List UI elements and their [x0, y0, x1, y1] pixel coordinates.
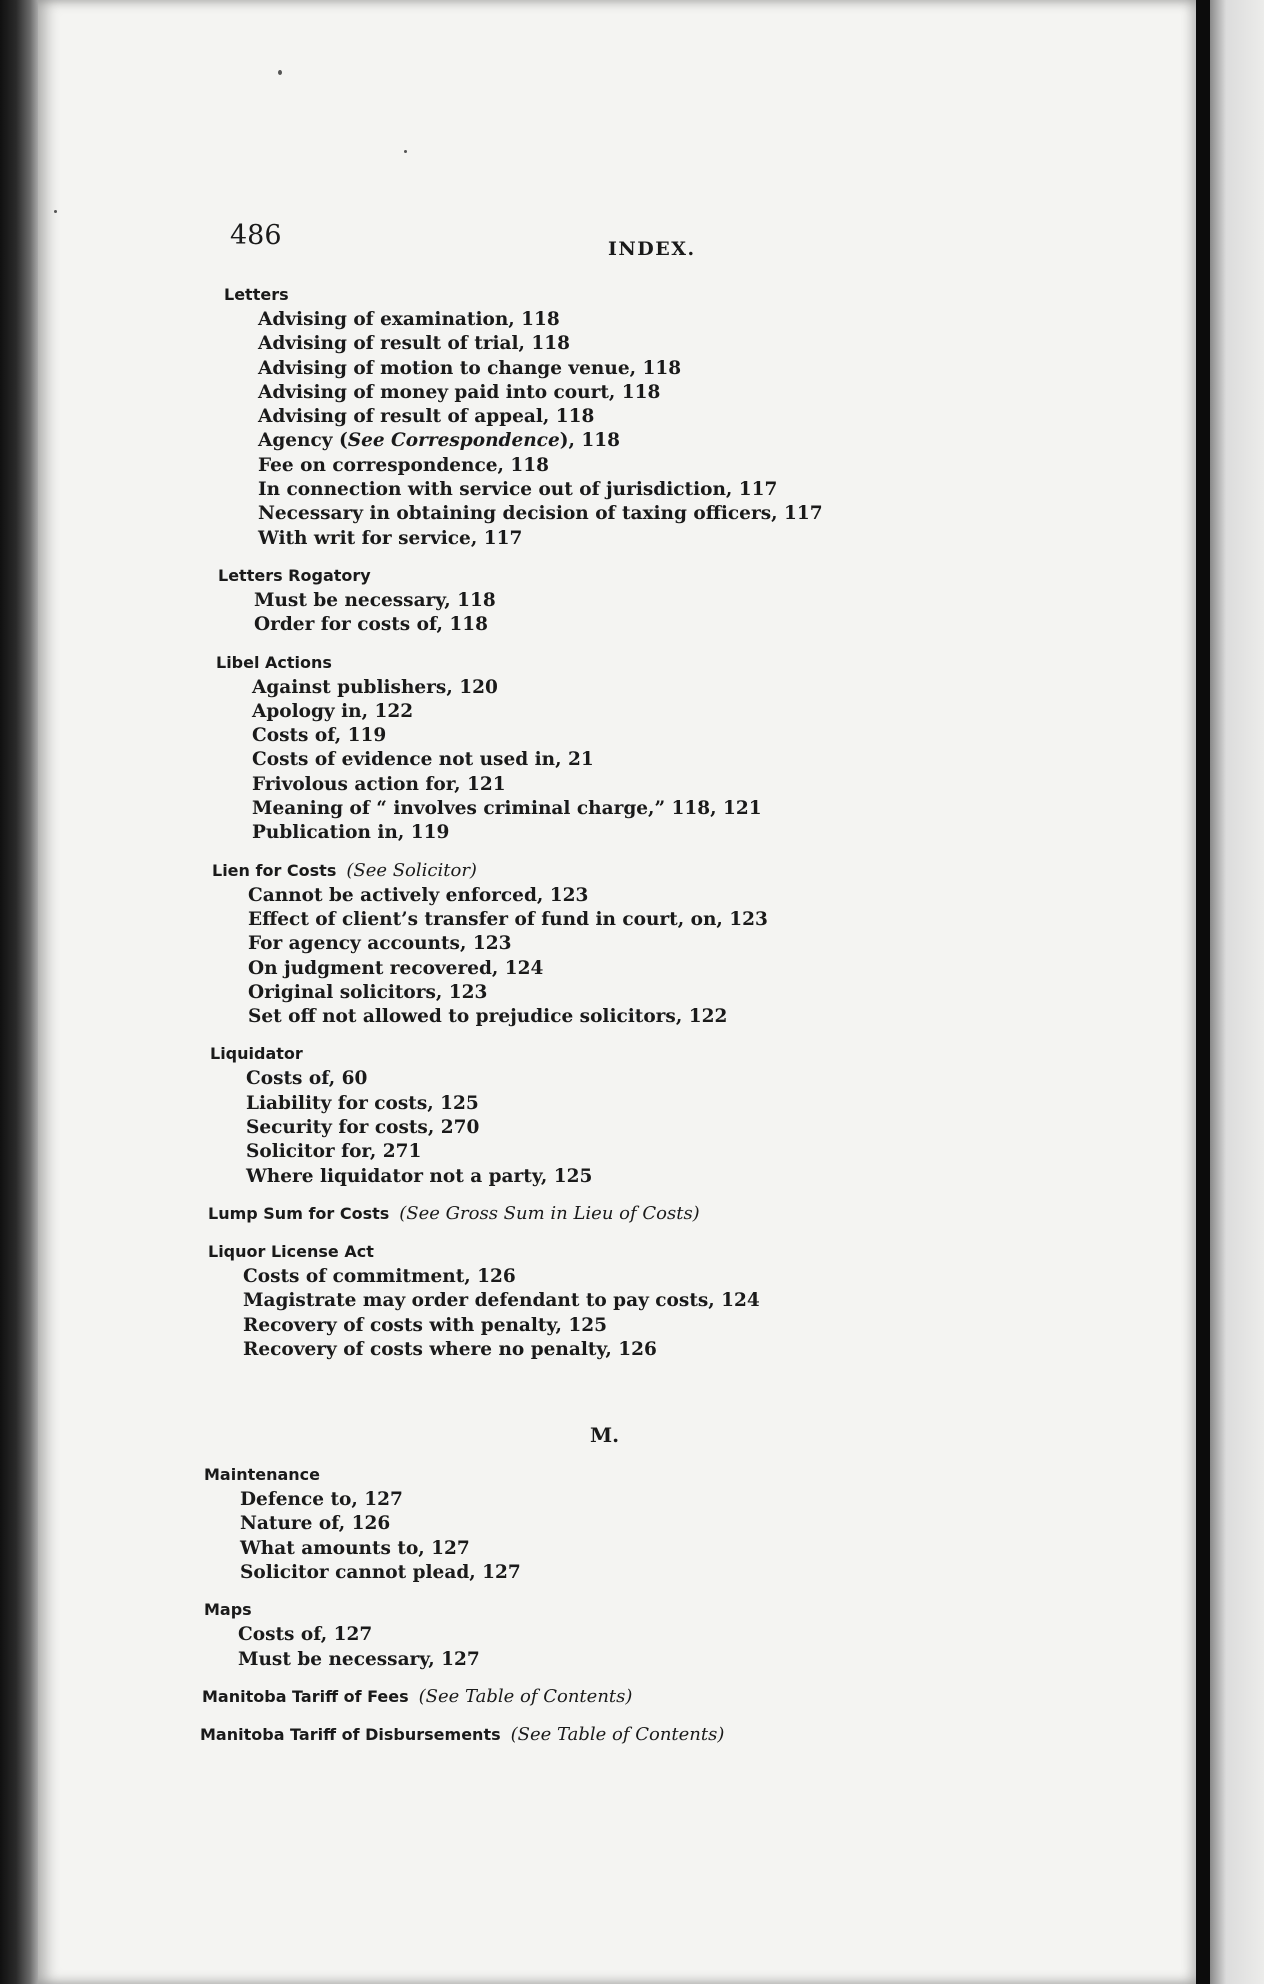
entry-cross-reference: (See Solicitor)	[346, 859, 477, 881]
book-gutter	[1196, 0, 1210, 1984]
entry-subitem: Advising of result of appeal, 118	[258, 406, 595, 428]
entry-subitem: With writ for service, 117	[258, 527, 523, 549]
index-content	[38, 282, 1196, 1760]
entry-heading	[38, 1722, 1196, 1748]
entry-heading	[38, 563, 1196, 589]
entry-subitem: Recovery of costs with penalty, 125	[243, 1314, 607, 1336]
entry-heading-text: Maps	[204, 1600, 252, 1620]
entry-subitem: Effect of client’s transfer of fund in court, on, 123	[248, 908, 768, 930]
entry-heading-text: Manitoba Tariff of Fees	[202, 1686, 409, 1706]
entry-subitem: Advising of money paid into court, 118	[258, 381, 661, 403]
entry-subitem: Order for costs of, 118	[254, 614, 489, 636]
entry-subitem: In connection with service out of jurisdiction, 117	[258, 479, 778, 501]
entry-heading	[38, 1239, 1196, 1265]
entry-subitem: Costs of, 127	[238, 1624, 373, 1646]
entry-cross-reference: (See Table of Contents)	[510, 1723, 725, 1745]
entry-heading-text: Manitoba Tariff of Disbursements	[200, 1724, 501, 1744]
entry-heading-text: Libel Actions	[216, 652, 332, 672]
entry-heading	[38, 1684, 1196, 1710]
facing-page-edge	[1210, 0, 1264, 1984]
entry-heading-text: Letters Rogatory	[218, 565, 371, 585]
section-letter: M.	[590, 1423, 620, 1448]
entry-subitem: Recovery of costs where no penalty, 126	[243, 1338, 657, 1360]
page-number: 486	[230, 220, 282, 251]
entry-subitem: Costs of, 119	[252, 725, 387, 747]
entry-subitem: Set off not allowed to prejudice solicitors, 122	[248, 1006, 728, 1028]
entry-subitem: Costs of evidence not used in, 21	[252, 749, 594, 771]
entry-subitem: Security for costs, 270	[246, 1117, 480, 1139]
entry-heading	[38, 1041, 1196, 1067]
entry-heading	[38, 1597, 1196, 1623]
entry-subitem: What amounts to, 127	[240, 1537, 470, 1559]
entry-heading	[38, 282, 1196, 308]
running-head: INDEX.	[608, 238, 696, 260]
subitem-cross-reference: See Correspondence	[347, 430, 560, 452]
entry-subitem: Solicitor for, 271	[246, 1141, 422, 1163]
entry-subitem: Advising of result of trial, 118	[258, 333, 571, 355]
index-entry	[38, 1041, 1196, 1188]
entry-heading-text: Letters	[224, 285, 289, 304]
entry-subitem: Liability for costs, 125	[246, 1092, 479, 1114]
speck	[404, 150, 407, 153]
speck	[278, 70, 282, 75]
entry-subitem: Costs of, 60	[246, 1068, 368, 1090]
entry-heading	[38, 1462, 1196, 1488]
index-entry	[38, 1597, 1196, 1672]
index-page	[38, 0, 1196, 1984]
index-entry	[38, 858, 1196, 1030]
entry-heading-text: Lien for Costs	[212, 860, 337, 880]
entry-subitem: Publication in, 119	[252, 822, 450, 844]
entry-subitem: Original solicitors, 123	[248, 981, 488, 1003]
entry-subitem: For agency accounts, 123	[248, 933, 512, 955]
entry-subitem: Must be necessary, 127	[238, 1648, 480, 1670]
entry-subitem: Nature of, 126	[240, 1513, 391, 1535]
entry-cross-reference: (See Table of Contents)	[418, 1685, 633, 1707]
entry-subitem: Meaning of “ involves criminal charge,” 118, 121	[252, 798, 762, 820]
entry-subitem: Against publishers, 120	[252, 676, 498, 698]
index-entry	[38, 1201, 1196, 1227]
index-entry	[38, 1462, 1196, 1585]
entry-heading	[38, 1201, 1196, 1227]
entry-subitem: Frivolous action for, 121	[252, 773, 506, 795]
page-header	[38, 220, 1196, 260]
entry-subitem: Apology in, 122	[252, 700, 414, 722]
entry-subitem: Magistrate may order defendant to pay costs, 124	[243, 1290, 760, 1312]
entry-heading	[38, 650, 1196, 676]
entry-subitem: Advising of motion to change venue, 118	[258, 357, 682, 379]
entry-heading	[38, 858, 1196, 884]
index-entry	[38, 1722, 1196, 1748]
entry-subitem: Cannot be actively enforced, 123	[248, 884, 589, 906]
entry-subitem: Must be necessary, 118	[254, 589, 496, 611]
speck	[54, 210, 57, 213]
index-entry	[38, 650, 1196, 846]
entry-subitem: Where liquidator not a party, 125	[246, 1165, 593, 1187]
entry-subitem	[38, 429, 1196, 453]
subitem-text: Agency (	[258, 430, 348, 452]
entry-heading-text: Lump Sum for Costs	[208, 1203, 390, 1223]
subitem-text: ), 118	[559, 430, 620, 452]
entry-cross-reference: (See Gross Sum in Lieu of Costs)	[399, 1202, 700, 1224]
entry-heading-text: Liquidator	[210, 1044, 303, 1064]
entry-subitem: Necessary in obtaining decision of taxing officers, 117	[258, 503, 823, 525]
entry-subitem: Solicitor cannot plead, 127	[240, 1561, 521, 1583]
entry-subitem: Defence to, 127	[240, 1489, 403, 1511]
entry-subitem: Fee on correspondence, 118	[258, 454, 550, 476]
index-entry	[38, 1684, 1196, 1710]
entry-subitem: On judgment recovered, 124	[248, 957, 544, 979]
entry-subitem: Advising of examination, 118	[258, 309, 560, 330]
index-entry	[38, 563, 1196, 638]
book-left-edge	[0, 0, 40, 1984]
index-entry	[38, 282, 1196, 551]
index-entry	[38, 1239, 1196, 1362]
entry-subitem: Costs of commitment, 126	[243, 1265, 516, 1287]
entry-heading-text: Liquor License Act	[208, 1241, 374, 1261]
entry-heading-text: Maintenance	[204, 1465, 321, 1485]
